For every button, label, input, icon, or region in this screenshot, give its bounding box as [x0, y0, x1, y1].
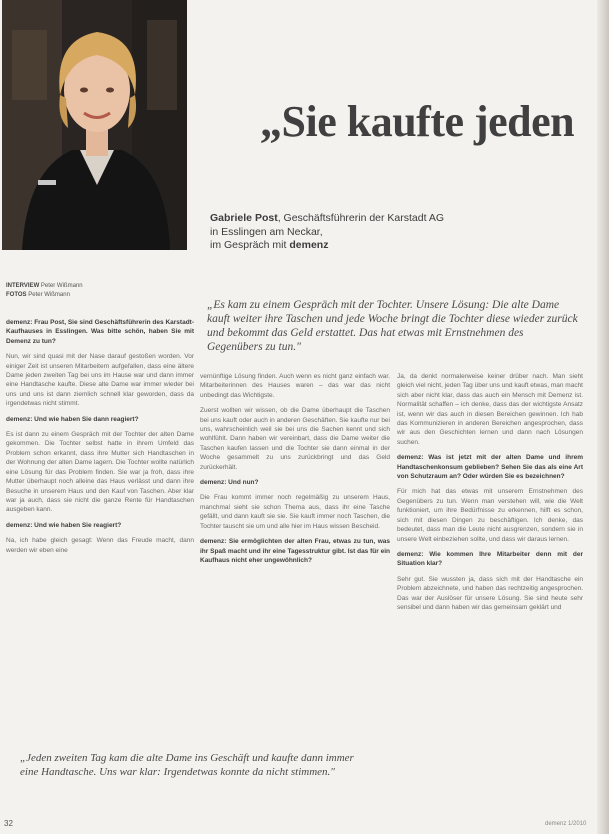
- headline: „Sie kaufte jeden: [260, 97, 575, 146]
- question: demenz: Und wie haben Sie dann reagiert?: [6, 415, 139, 423]
- answer: Sehr gut. Sie wussten ja, dass sich mit der Handtasche ein Problem abzeichnete, und haben das rechtzeitig angesprochen. Das war der Auslöser für unsere Lösung. Sie sind heute sehr sensibel und dann haben wir das gemeinsam geklärt und: [397, 575, 583, 611]
- question: demenz: Und nun?: [200, 479, 259, 487]
- page-gutter: [597, 0, 609, 834]
- interviewer-name: Peter Wißmann: [40, 283, 83, 289]
- pullquote-bottom: „Jeden zweiten Tag kam die alte Dame ins Geschäft und kaufte dann immer eine Handtasche. Uns war klar: Irgendetwas konnte da nicht stimmen.": [20, 752, 354, 778]
- answer: Zuerst wollten wir wissen, ob die Dame überhaupt die Taschen bei uns kauft oder auch in anderen Geschäften. Sie kaufte nur bei uns, wahrscheinlich weil sie bei uns die Sachen kennt und sich wohlfühlt. Dann haben wir vereinbart, dass die Dame weiter die Taschen kaufen lassen und die Tochter sie dann einmal in der Woche gesammelt zu uns zurückbringt und das Geld zurückerhält.: [200, 407, 390, 471]
- question: demenz: Sie ermöglichten der alten Frau, etwas zu tun, was ihr Spaß macht und ihr eine Tagesstruktur gibt. Ist das für ein Kaufhaus nicht eher ungewöhnlich?: [200, 538, 390, 564]
- intro-name: Gabriele Post: [210, 212, 278, 224]
- portrait-photo: [2, 0, 187, 250]
- text-column-2: [200, 372, 390, 571]
- page-number: 32: [4, 819, 13, 828]
- intro: [210, 212, 510, 253]
- question: demenz: Was ist jetzt mit der alten Dame und ihrem Handtaschenkonsum geblieben? Sehen Sie das als eine Art von Schutzraum an? Oder würden Sie es bezeichnen?: [397, 454, 583, 481]
- answer: Ja, da denkt normalerweise keiner drüber nach. Man sieht gleich viel nicht, jeden Tag über uns und kauft etwas, man macht sich aber nicht klar, dass das auch ein Mensch mit Demenz ist. Normalität schaffen – ich denke, dass das der wichtigste Ansatz ist, wenn wir das auch in diesen Bereichen gewinnen. Ich hab das Kommunizieren in anderen Bereichen angesprochen, dass wir aus den Geschichten lernen und dann nach Lösungen suchen.: [397, 373, 583, 446]
- photo-label: FOTOS: [6, 292, 27, 298]
- byline: [6, 282, 191, 300]
- question: demenz: Und wie haben Sie reagiert?: [6, 521, 122, 529]
- answer: Die Frau kommt immer noch regelmäßig zu unserem Haus, manchmal sieht sie schon Thema aus, dass ihr eine Tasche gefällt, und dann kauft sie sie. Sie kauft immer noch Taschen, die Tochter tauscht sie um und alle hier im Haus wissen Bescheid.: [200, 494, 390, 530]
- photographer-name: Peter Wißmann: [28, 292, 70, 298]
- pullquote-top: „Es kam zu einem Gespräch mit der Tochter. Unsere Lösung: Die alte Dame kauft weiter ihre Taschen und jede Woche bringt die Tochter diese wieder zurück und bekommt das Geld erstattet. Das hat etwas mit Ernstnehmen des Gegenübers zu tun.": [207, 299, 578, 353]
- intro-magazine: demenz: [289, 239, 329, 251]
- answer: Es ist dann zu einem Gespräch mit der Tochter der alten Dame gekommen. Die Tochter selbst hatte in ihrem Umfeld das Problem schon erkannt, dass ihre Mutter sich Handtaschen in der Wohnung der alten Dame lagern. Die Tochter wollte natürlich eine Lösung für das Problem finden. Sie war ja froh, dass ihre Mutter überhaupt noch alleine das Haus verlässt und dann ihre Besuche in unserem Haus und den Kauf von Taschen. Aber klar war ja auch, dass sie nicht die ganze Rente für Handtaschen ausgeben kann.: [6, 431, 194, 514]
- question: demenz: Frau Post, Sie sind Geschäftsführerin des Karstadt-Kaufhauses in Esslingen. Was bitte schön, haben Sie mit Demenz zu tun?: [6, 319, 194, 345]
- question: demenz: Wie kommen Ihre Mitarbeiter denn mit der Situation klar?: [397, 550, 583, 568]
- answer: Na, ich habe gleich gesagt: Wenn das Freude macht, dann werden wir eben eine: [6, 537, 194, 554]
- answer: Für mich hat das etwas mit unserem Ernstnehmen des Gegenübers zu tun. Wenn man verstehen will, wie die Welt funktioniert, um ihre Bedürfnisse zu erkennen, hilft es schon, sich mit diesen Dingen zu beschäftigen. Ich denke, das bedeutet, dass man die Leute nicht ausgrenzen, sondern sie in unsere Welt einbeziehen sollte, und dass wir daraus lernen.: [397, 488, 583, 543]
- answer: Nun, wir sind quasi mit der Nase darauf gestoßen worden. Vor einiger Zeit ist unseren Mitarbeitern aufgefallen, dass eine ältere Dame jeden zweiten Tag bei uns im Hause war und dann immer eine Handtasche kaufte. Diese alte Dame war immer wieder bei uns und uns ist dann ziemlich schnell klar geworden, dass da irgendetwas nicht stimmt.: [6, 353, 194, 408]
- intro-line3: im Gespräch mit: [210, 239, 290, 251]
- intro-line2: in Esslingen am Neckar,: [210, 225, 323, 238]
- answer: vernünftige Lösung finden. Auch wenn es nicht ganz einfach war. Mitarbeiterinnen des Hauses waren – das war das nicht unbedingt das Wichtigste.: [200, 373, 390, 399]
- text-column-1: [6, 318, 194, 561]
- interview-label: INTERVIEW: [6, 283, 40, 289]
- text-column-3: [397, 372, 583, 618]
- intro-line1: , Geschäftsführerin der Karstadt AG: [277, 212, 445, 224]
- issue-label: demenz 1/2010: [545, 821, 587, 827]
